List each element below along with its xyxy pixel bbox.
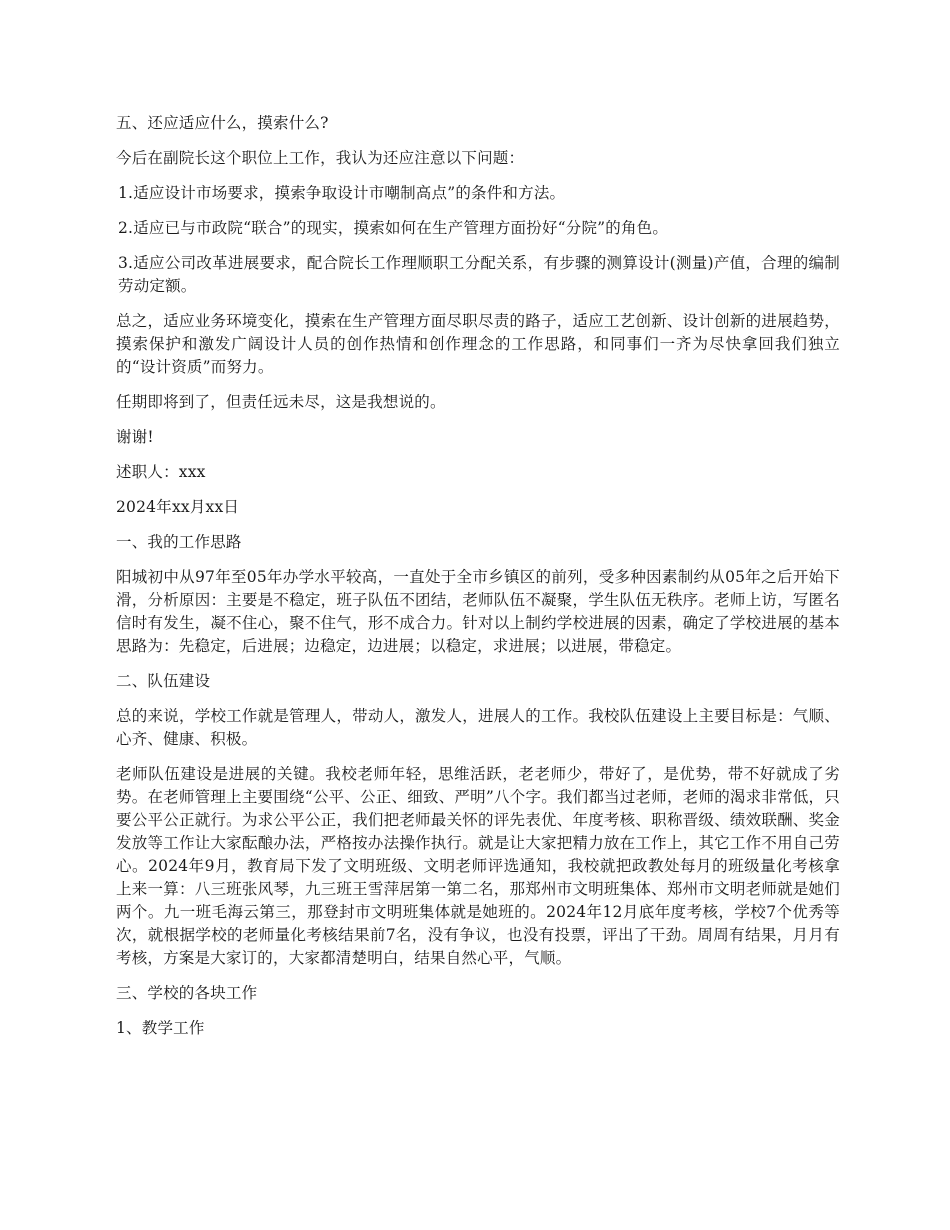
author-line: 述职人：xxx xyxy=(116,463,206,481)
team-goal-paragraph: 总的来说，学校工作就是管理人，带动人，激发人，进展人的工作。我校队伍建设上主要目标是：气顺、心齐、健康、积极。 xyxy=(116,707,840,748)
list-item-1: 1.适应设计市场要求，摸索争取设计市嘲制高点”的条件和方法。 xyxy=(118,184,566,202)
section-heading-5: 五、还应适应什么，摸索什么? xyxy=(116,114,329,132)
teacher-team-paragraph: 老师队伍建设是进展的关键。我校老师年轻，思维活跃，老老师少，带好了，是优势，带不好就成了劣势。在老师管理上主要围绕“公平、公正、细致、严明”八个字。我们都当过老师，老师的渴求非常低，只要公平公正就行。为求公平公正，我们把老师最关怀的评先表优、年度考核、职称晋级、绩效联酬、奖金发放等工作让大家酝酿办法，严格按办法操作执行。就是让大家把精力放在工作上，其它工作不用自己劳心。2024年9月，教育局下发了文明班级、文明老师评选通知，我校就把政教处每月的班级量化考核拿上来一算：八三班张风琴，九三班王雪萍居第一第二名，那郑州市文明班集体、郑州市文明老师就是她们两个。九一班毛海云第三，那登封市文明班集体就是她班的。2024年12月底年度考核，学校7个优秀等次，就根据学校的老师量化考核结果前7名，没有争议，也没有投票，评出了干劲。周周有结果，月月有考核，方案是大家订的，大家都清楚明白，结果自然心平，气顺。 xyxy=(116,765,840,967)
closing-line: 任期即将到了，但责任远未尽，这是我想说的。 xyxy=(116,393,446,411)
intro-paragraph: 今后在副院长这个职位上工作，我认为还应注意以下问题： xyxy=(116,149,525,167)
date-line: 2024年xx月xx日 xyxy=(116,498,240,516)
section-heading-3: 三、学校的各块工作 xyxy=(116,984,258,1002)
list-item-2: 2.适应已与市政院“联合”的现实，摸索如何在生产管理方面扮好“分院”的角色。 xyxy=(118,219,669,237)
document-page xyxy=(116,112,840,1052)
section-heading-1: 一、我的工作思路 xyxy=(116,533,242,551)
subsection-heading-1: 1、教学工作 xyxy=(116,1019,205,1037)
list-item-3: 3.适应公司改革进展要求，配合院长工作理顺职工分配关系，有步骤的测算设计(测量)产值，合理的编制劳动定额。 xyxy=(118,254,840,295)
thanks-line: 谢谢! xyxy=(116,428,154,446)
summary-paragraph: 总之，适应业务环境变化，摸索在生产管理方面尽职尽责的路子，适应工艺创新、设计创新的进展趋势，摸索保护和激发广阔设计人员的创作热情和创作理念的工作思路，和同事们一齐为尽快拿回我们独立的“设计资质”而努力。 xyxy=(116,312,840,376)
section-heading-2: 二、队伍建设 xyxy=(116,672,211,690)
work-idea-paragraph: 阳城初中从97年至05年办学水平较高，一直处于全市乡镇区的前列，受多种因素制约从05年之后开始下滑，分析原因：主要是不稳定，班子队伍不团结，老师队伍不凝聚，学生队伍无秩序。老师上访，写匿名信时有发生，凝不住心，聚不住气，形不成合力。针对以上制约学校进展的因素，确定了学校进展的基本思路为：先稳定，后进展；边稳定，边进展；以稳定，求进展；以进展，带稳定。 xyxy=(116,568,840,655)
